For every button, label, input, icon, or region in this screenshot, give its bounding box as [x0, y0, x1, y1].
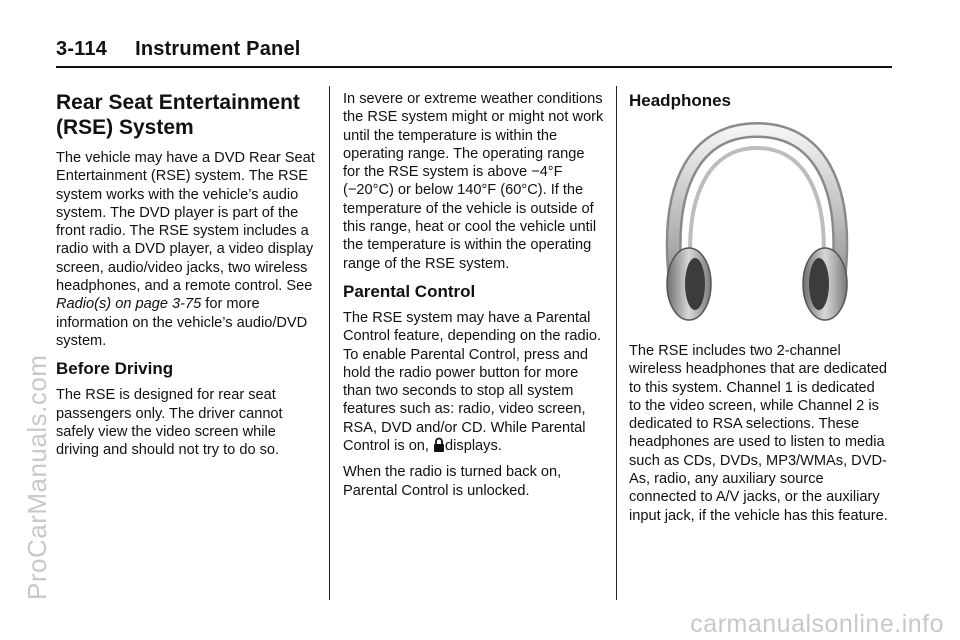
headphones-icon	[657, 122, 857, 328]
paragraph: The RSE is designed for rear seat passengers only. The driver cannot safely view the video screen while driving and should not try to do so.	[56, 387, 283, 459]
subheading-parental-control: Parental Control	[343, 281, 476, 301]
subheading-headphones: Headphones	[629, 91, 732, 110]
page-header	[56, 38, 301, 61]
watermark-side: ProCarManuals.com	[22, 354, 52, 600]
column-2	[343, 90, 605, 508]
paragraph-text: displays.	[445, 438, 502, 455]
header-rule	[56, 66, 892, 68]
paragraph-text: The RSE system may have a Parental Control feature, depending on the radio. To enable Parental Control, press and hold the radio power button for more than two seconds to stop all system features such as: radio, video screen, RSA, DVD and/or CD. While Parental Control is on,	[343, 309, 602, 455]
section-title: Instrument Panel	[135, 38, 301, 60]
paragraph	[343, 309, 605, 455]
column-divider	[616, 86, 617, 600]
paragraph	[56, 149, 318, 350]
page-number: 3-114	[56, 38, 108, 60]
paragraph: The RSE includes two 2-channel wireless headphones that are dedicated to this system. Channel 1 is dedicated to the video screen, while Channel 2 is dedicated to RSA selections. These headphones are used to listen to media such as CDs, DVDs, MP3/WMAs, DVD-As, radio, any auxiliary source connected to A/V jacks, or the auxiliary input jack, if the vehicle has this feature.	[629, 343, 888, 524]
watermark-bottom: carmanualsonline.info	[690, 610, 944, 638]
column-divider	[329, 86, 330, 600]
paragraph-text: The vehicle may have a DVD Rear Seat Entertainment (RSE) system. The RSE system works with the vehicle’s audio system. The DVD player is part of the front radio. The RSE system includes a radio with a DVD player, a video display screen, audio/video jacks, two wireless headphones, and a remote control. See	[56, 150, 315, 295]
paragraph: In severe or extreme weather conditions the RSE system might or might not work until the temperature is within the operating range. The operating range for the RSE system is above −4°F (−20°C) or below 140°F (60°C). If the temperature of the vehicle is outside of this range, heat or cool the vehicle until the temperature is within the operating range of the RSE system.	[343, 91, 604, 272]
cross-reference-link[interactable]: Radio(s) on page 3‑75	[56, 296, 202, 313]
paragraph: When the radio is turned back on, Parental Control is unlocked.	[343, 464, 562, 499]
subheading-before-driving: Before Driving	[56, 359, 174, 379]
section-heading: Rear Seat Entertainment (RSE) System	[56, 91, 300, 139]
paragraph-text: for more information on the vehicle’s audio/DVD system.	[56, 296, 308, 349]
column-1	[56, 90, 318, 467]
lock-icon	[433, 437, 445, 453]
column-3	[629, 90, 891, 533]
